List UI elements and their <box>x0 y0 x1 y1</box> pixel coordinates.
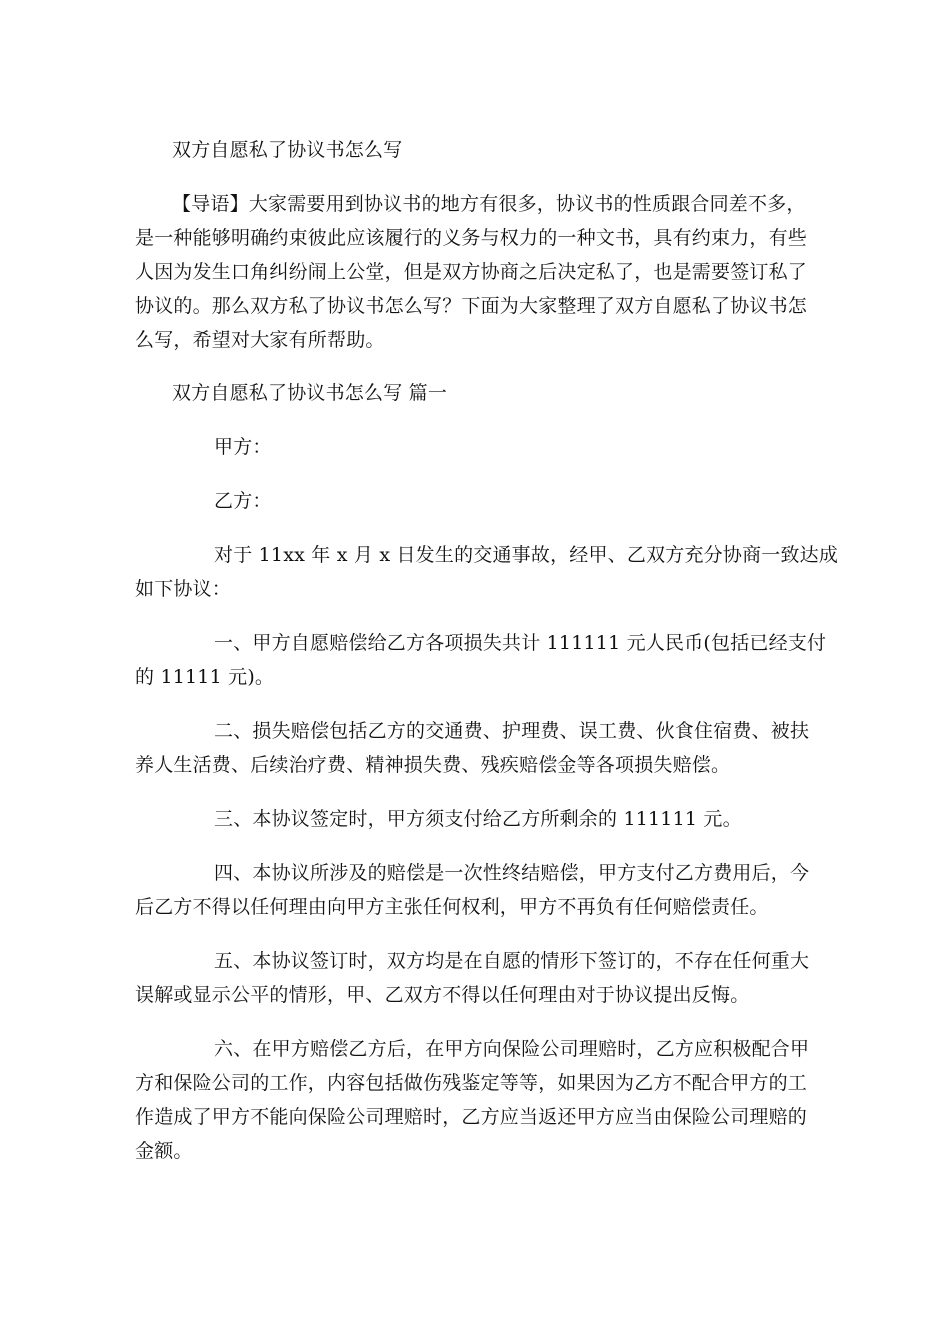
intro-line: 是一种能够明确约束彼此应该履行的义务与权力的一种文书，具有约束力，有些 <box>135 227 808 249</box>
paragraph-line: 五、本协议签订时，双方均是在自愿的情形下签订的，不存在任何重大 <box>214 950 810 972</box>
paragraph-line: 六、在甲方赔偿乙方后，在甲方向保险公司理赔时，乙方应积极配合甲 <box>214 1038 810 1060</box>
party-a-label: 甲方： <box>214 436 272 458</box>
paragraph-line: 四、本协议所涉及的赔偿是一次性终结赔偿，甲方支付乙方费用后，今 <box>214 862 810 884</box>
section-heading: 双方自愿私了协议书怎么写 篇一 <box>172 382 448 404</box>
intro-line: 人因为发生口角纠纷闹上公堂，但是双方协商之后决定私了，也是需要签订私了 <box>135 261 808 283</box>
paragraph-line: 的 11111 元)。 <box>135 666 275 688</box>
paragraph-line: 三、本协议签定时，甲方须支付给乙方所剩余的 111111 元。 <box>214 808 742 830</box>
paragraph-line: 方和保险公司的工作，内容包括做伤残鉴定等等，如果因为乙方不配合甲方的工 <box>135 1072 808 1094</box>
paragraph-line: 二、损失赔偿包括乙方的交通费、护理费、误工费、伙食住宿费、被扶 <box>214 720 810 742</box>
paragraph-line: 后乙方不得以任何理由向甲方主张任何权利，甲方不再负有任何赔偿责任。 <box>135 896 769 918</box>
paragraph-line: 金额。 <box>135 1140 193 1162</box>
paragraph-line: 误解或显示公平的情形，甲、乙双方不得以任何理由对于协议提出反悔。 <box>135 984 750 1006</box>
paragraph-line: 如下协议： <box>135 578 232 600</box>
paragraph-line: 对于 11xx 年 x 月 x 日发生的交通事故，经甲、乙双方充分协商一致达成 <box>214 544 839 566</box>
intro-line: 协议的。那么双方私了协议书怎么写？下面为大家整理了双方自愿私了协议书怎 <box>135 295 808 317</box>
document-title: 双方自愿私了协议书怎么写 <box>172 139 403 161</box>
intro-line: 【导语】大家需要用到协议书的地方有很多，协议书的性质跟合同差不多， <box>172 193 806 215</box>
party-b-label: 乙方： <box>214 490 272 512</box>
paragraph-line: 一、甲方自愿赔偿给乙方各项损失共计 111111 元人民币(包括已经支付 <box>214 632 827 654</box>
intro-line: 么写，希望对大家有所帮助。 <box>135 329 385 351</box>
paragraph-line: 养人生活费、后续治疗费、精神损失费、残疾赔偿金等各项损失赔偿。 <box>135 754 731 776</box>
paragraph-line: 作造成了甲方不能向保险公司理赔时，乙方应当返还甲方应当由保险公司理赔的 <box>135 1106 808 1128</box>
